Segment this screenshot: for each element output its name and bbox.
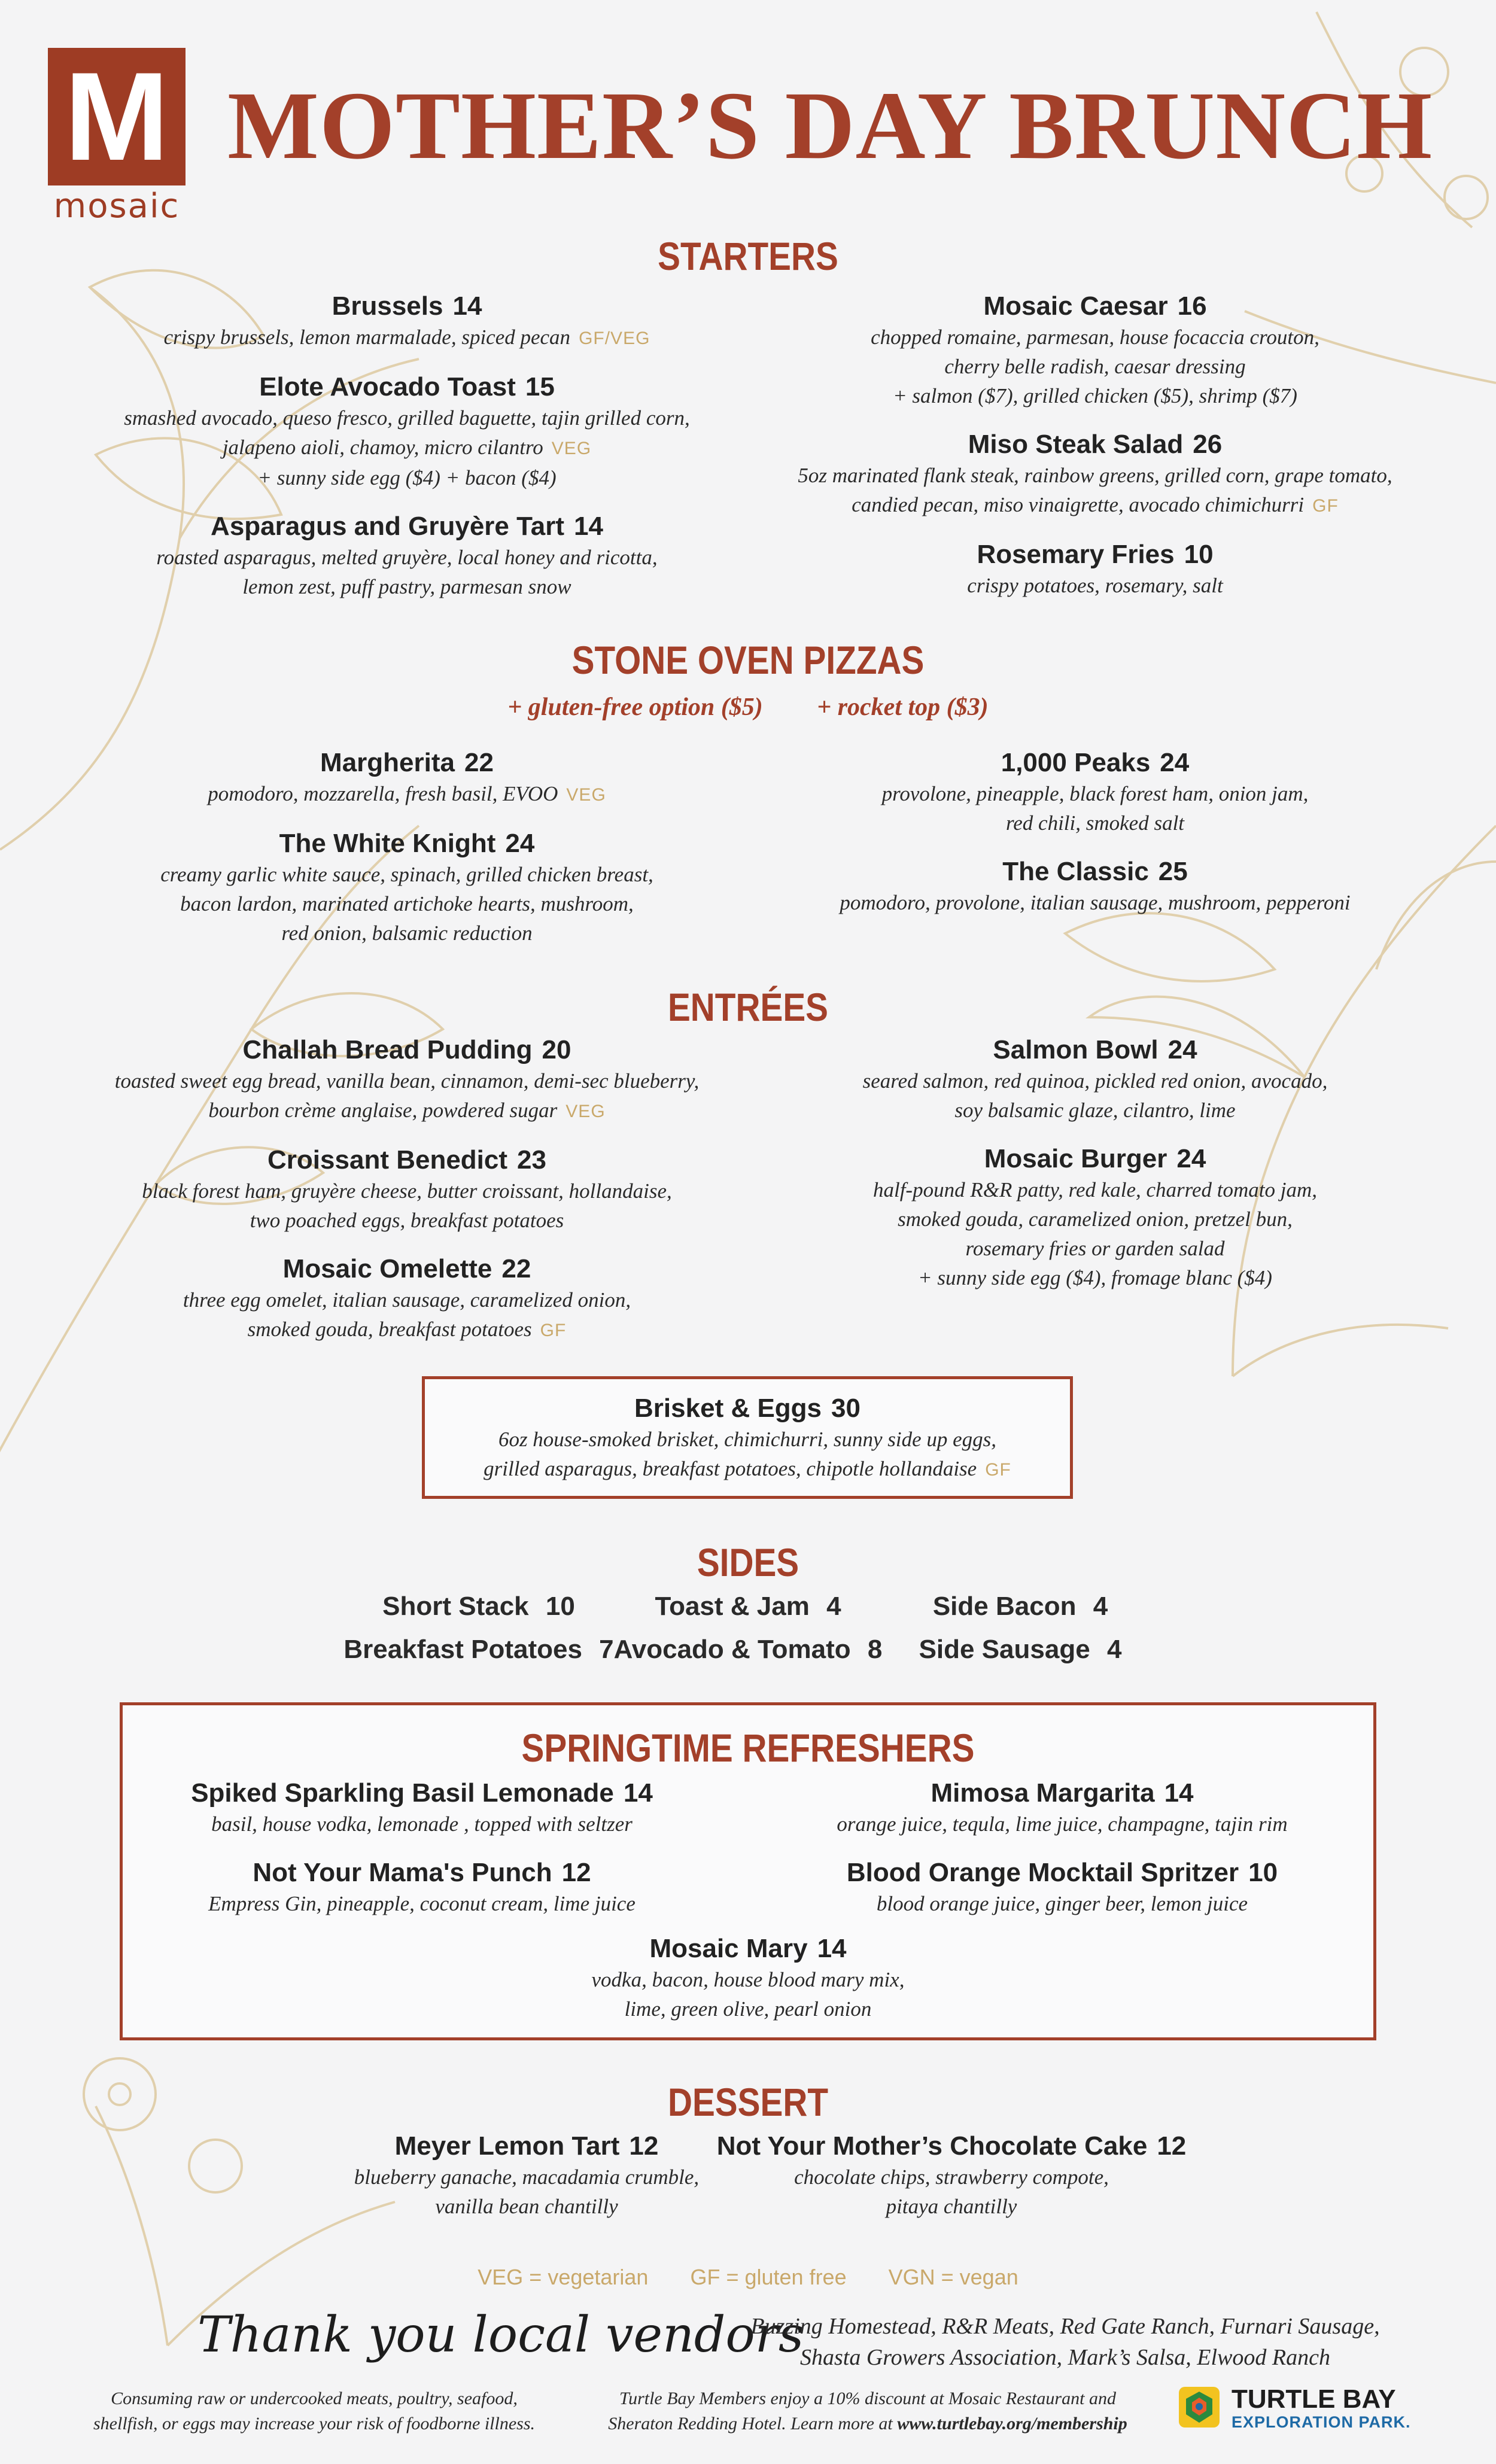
starters-right-column [790, 290, 1400, 618]
item-name: Asparagus and Gruyère Tart [211, 512, 564, 541]
menu-item [96, 1253, 718, 1345]
menu-item [790, 747, 1400, 838]
vendor-line: Buzzing Homestead, R&R Meats, Red Gate Ranch, Furnari Sausage, [750, 2314, 1380, 2339]
side-item: Short Stack 10 [382, 1592, 575, 1621]
item-desc: bourbon crème anglaise, powdered sugar [208, 1099, 558, 1122]
item-desc: 6oz house-smoked brisket, chimichurri, sunny side up eggs, [498, 1428, 997, 1451]
item-price: 15 [525, 372, 555, 401]
item-name: Miso Steak Salad [968, 430, 1184, 459]
mosaic-logo [48, 46, 186, 226]
consumer-advisory [66, 2386, 562, 2436]
item-desc: rosemary fries or garden salad [965, 1237, 1225, 1260]
pizza-option-rocket-top: + rocket top ($3) [817, 693, 989, 721]
menu-item [108, 828, 706, 948]
item-price: 22 [464, 748, 494, 777]
section-title-starters: STARTERS [658, 234, 838, 278]
diet-tag: GF [1312, 496, 1339, 516]
item-desc: basil, house vodka, lemonade , topped with seltzer [211, 1812, 633, 1836]
item-desc: red chili, smoked salt [1005, 811, 1185, 835]
item-desc: smashed avocado, queso fresco, grilled baguette, tajin grilled corn, [124, 406, 690, 430]
side-item: Toast & Jam 4 [655, 1592, 841, 1621]
item-price: 20 [542, 1035, 571, 1064]
section-title-pizzas: STONE OVEN PIZZAS [571, 638, 925, 682]
refreshers-right-column [763, 1777, 1361, 1936]
membership-note [568, 2386, 1167, 2436]
item-desc: provolone, pineapple, black forest ham, onion jam, [881, 782, 1309, 805]
turtle-bay-logo [1178, 2384, 1429, 2432]
turtle-shell-icon [1178, 2386, 1221, 2429]
item-name: Margherita [320, 748, 455, 777]
menu-item [763, 1777, 1361, 1839]
item-name: Not Your Mama's Punch [253, 1858, 552, 1887]
section-title-sides: SIDES [697, 1540, 799, 1584]
item-price: 12 [1157, 2131, 1187, 2161]
refreshers-center [449, 1933, 1047, 2042]
item-name: The Classic [1002, 857, 1149, 886]
diet-tag: GF [540, 1321, 567, 1340]
page-title: MOTHER’S DAY BRUNCH [227, 72, 1433, 180]
item-desc: pitaya chantilly [886, 2195, 1017, 2218]
item-price: 24 [505, 829, 535, 858]
item-desc: soy balsamic glaze, cilantro, lime [954, 1099, 1236, 1122]
refreshers-left-column [123, 1777, 721, 1936]
menu-item [790, 428, 1400, 521]
item-price: 14 [623, 1778, 653, 1808]
item-price: 22 [501, 1254, 531, 1283]
menu-item [790, 290, 1400, 410]
item-desc: cherry belle radish, caesar dressing [944, 355, 1246, 378]
vendor-list [721, 2311, 1409, 2373]
item-desc: chocolate chips, strawberry compote, [794, 2165, 1109, 2189]
menu-item [108, 290, 706, 353]
item-price: 14 [1164, 1778, 1194, 1808]
logo-badge [48, 48, 186, 185]
item-name: Croissant Benedict [267, 1145, 508, 1175]
thank-you-vendors-heading: Thank you local vendors [197, 2307, 804, 2363]
item-name: Rosemary Fries [977, 540, 1175, 569]
logo-letter: M [64, 46, 169, 187]
featured-item-box [422, 1376, 1073, 1499]
dessert-left-column [287, 2130, 766, 2239]
menu-item [287, 2130, 766, 2221]
item-price: 10 [1184, 540, 1214, 569]
diet-tag: GF/VEG [579, 328, 650, 348]
legend-vgn: VGN = vegan [888, 2265, 1018, 2289]
item-name: The White Knight [279, 829, 496, 858]
item-price: 24 [1176, 1144, 1206, 1173]
item-name: Challah Bread Pudding [242, 1035, 533, 1064]
item-desc: half-pound R&R patty, red kale, charred tomato jam, [872, 1178, 1318, 1201]
menu-item [449, 1933, 1047, 2024]
diet-tag: VEG [551, 439, 592, 458]
item-addons: + sunny side egg ($4) + bacon ($4) [257, 466, 557, 489]
item-desc: red onion, balsamic reduction [281, 921, 533, 945]
diet-tag: VEG [565, 1102, 606, 1121]
item-price: 14 [573, 512, 603, 541]
item-desc: pomodoro, provolone, italian sausage, mushroom, pepperoni [840, 891, 1351, 914]
vendor-line: Shasta Growers Association, Mark’s Salsa, Elwood Ranch [800, 2345, 1330, 2370]
item-name: Meyer Lemon Tart [394, 2131, 620, 2161]
item-desc: blueberry ganache, macadamia crumble, [354, 2165, 700, 2189]
membership-line: Sheraton Redding Hotel. Learn more at [608, 2414, 898, 2433]
item-desc: creamy garlic white sauce, spinach, grilled chicken breast, [160, 863, 653, 886]
dessert-right-column [712, 2130, 1191, 2239]
section-title-refreshers: SPRINGTIME REFRESHERS [521, 1726, 975, 1770]
menu-item [712, 2130, 1191, 2221]
menu-item [108, 510, 706, 601]
item-desc: vodka, bacon, house blood mary mix, [591, 1968, 905, 1991]
item-price: 10 [1248, 1858, 1278, 1887]
diet-tag: VEG [566, 785, 606, 805]
item-desc: three egg omelet, italian sausage, caramelized onion, [183, 1288, 631, 1312]
menu-item [790, 539, 1400, 600]
entrees-right-column [790, 1034, 1400, 1310]
side-item: Side Sausage 4 [919, 1635, 1122, 1664]
item-desc: crispy brussels, lemon marmalade, spiced pecan [163, 326, 571, 349]
menu-item [790, 1034, 1400, 1125]
item-name: Blood Orange Mocktail Spritzer [846, 1858, 1239, 1887]
menu-item [96, 1034, 718, 1126]
item-price: 16 [1177, 291, 1207, 321]
pizza-option-gluten-free: + gluten-free option ($5) [507, 693, 763, 721]
item-desc: bacon lardon, marinated artichoke hearts, mushroom, [180, 892, 634, 915]
item-desc: jalapeno aioli, chamoy, micro cilantro [222, 436, 543, 459]
starters-left-column [108, 290, 706, 619]
item-desc: two poached eggs, breakfast potatoes [250, 1209, 564, 1232]
item-desc: smoked gouda, breakfast potatoes [247, 1318, 532, 1341]
advisory-line: Consuming raw or undercooked meats, poultry, seafood, [111, 2389, 518, 2408]
menu-item [123, 1857, 721, 1918]
item-desc: seared salmon, red quinoa, pickled red onion, avocado, [862, 1069, 1328, 1093]
item-price: 26 [1193, 430, 1223, 459]
item-price: 30 [831, 1394, 860, 1423]
item-addons: + salmon ($7), grilled chicken ($5), shrimp ($7) [893, 384, 1297, 407]
item-desc: lemon zest, puff pastry, parmesan snow [242, 575, 571, 598]
item-desc: 5oz marinated flank steak, rainbow greens, grilled corn, grape tomato, [798, 464, 1392, 487]
partner-name: TURTLE BAY [1232, 2384, 1396, 2414]
item-price: 24 [1167, 1035, 1197, 1064]
item-desc: toasted sweet egg bread, vanilla bean, cinnamon, demi-sec blueberry, [114, 1069, 700, 1093]
item-name: Mosaic Caesar [983, 291, 1168, 321]
item-name: Salmon Bowl [993, 1035, 1159, 1064]
menu-item [108, 747, 706, 810]
pizza-options [0, 693, 1496, 722]
pizzas-right-column [790, 747, 1400, 935]
legend-gf: GF = gluten free [690, 2265, 847, 2289]
item-name: Brisket & Eggs [634, 1394, 822, 1423]
diet-tag: GF [985, 1460, 1011, 1480]
item-desc: roasted asparagus, melted gruyère, local honey and ricotta, [156, 546, 658, 569]
refreshers-box [120, 1702, 1376, 2040]
partner-subtitle: EXPLORATION PARK. [1232, 2413, 1411, 2431]
item-name: Not Your Mother’s Chocolate Cake [716, 2131, 1148, 2161]
logo-wordmark: mosaic [53, 187, 180, 226]
item-desc: crispy potatoes, rosemary, salt [967, 574, 1223, 597]
advisory-line: shellfish, or eggs may increase your risk of foodborne illness. [93, 2414, 535, 2433]
item-price: 14 [452, 291, 482, 321]
pizzas-left-column [108, 747, 706, 966]
item-desc: chopped romaine, parmesan, house focaccia crouton, [871, 326, 1319, 349]
item-desc: black forest ham, gruyère cheese, butter croissant, hollandaise, [142, 1179, 672, 1203]
item-price: 14 [817, 1934, 847, 1963]
item-price: 12 [629, 2131, 659, 2161]
item-name: Mimosa Margarita [931, 1778, 1155, 1808]
section-title-dessert: DESSERT [667, 2080, 829, 2124]
item-desc: blood orange juice, ginger beer, lemon juice [876, 1892, 1248, 1915]
side-item: Breakfast Potatoes 7 [343, 1635, 614, 1664]
menu-item [123, 1777, 721, 1839]
item-name: 1,000 Peaks [1001, 748, 1151, 777]
side-item: Side Bacon 4 [932, 1592, 1108, 1621]
entrees-left-column [96, 1034, 718, 1363]
item-desc: Empress Gin, pineapple, coconut cream, lime juice [208, 1892, 636, 1915]
item-price: 23 [517, 1145, 546, 1175]
menu-item [790, 1143, 1400, 1292]
item-desc: lime, green olive, pearl onion [624, 1997, 872, 2021]
item-name: Spiked Sparkling Basil Lemonade [191, 1778, 614, 1808]
side-item: Avocado & Tomato 8 [613, 1635, 883, 1664]
item-price: 25 [1158, 857, 1188, 886]
item-desc: smoked gouda, caramelized onion, pretzel bun, [898, 1207, 1293, 1231]
item-name: Brussels [332, 291, 443, 321]
item-price: 24 [1160, 748, 1190, 777]
item-addons: + sunny side egg ($4), fromage blanc ($4) [918, 1266, 1272, 1289]
item-name: Mosaic Mary [649, 1934, 808, 1963]
diet-legend [0, 2265, 1496, 2290]
menu-item [425, 1392, 1070, 1485]
menu-item [108, 371, 706, 492]
item-name: Mosaic Burger [984, 1144, 1167, 1173]
legend-veg: VEG = vegetarian [478, 2265, 649, 2289]
item-desc: orange juice, tequla, lime juice, champagne, tajin rim [837, 1812, 1288, 1836]
menu-item [763, 1857, 1361, 1918]
item-desc: pomodoro, mozzarella, fresh basil, EVOO [208, 782, 558, 805]
menu-item [790, 856, 1400, 917]
item-name: Mosaic Omelette [282, 1254, 492, 1283]
item-desc: candied pecan, miso vinaigrette, avocado chimichurri [852, 493, 1305, 516]
membership-line: Turtle Bay Members enjoy a 10% discount at Mosaic Restaurant and [619, 2389, 1116, 2408]
item-desc: vanilla bean chantilly [435, 2195, 618, 2218]
section-title-entrees: ENTRÉES [667, 985, 829, 1029]
membership-link[interactable]: www.turtlebay.org/membership [897, 2414, 1127, 2433]
menu-item [96, 1144, 718, 1235]
item-desc: grilled asparagus, breakfast potatoes, chipotle hollandaise [484, 1457, 977, 1480]
item-price: 12 [561, 1858, 591, 1887]
item-name: Elote Avocado Toast [259, 372, 516, 401]
